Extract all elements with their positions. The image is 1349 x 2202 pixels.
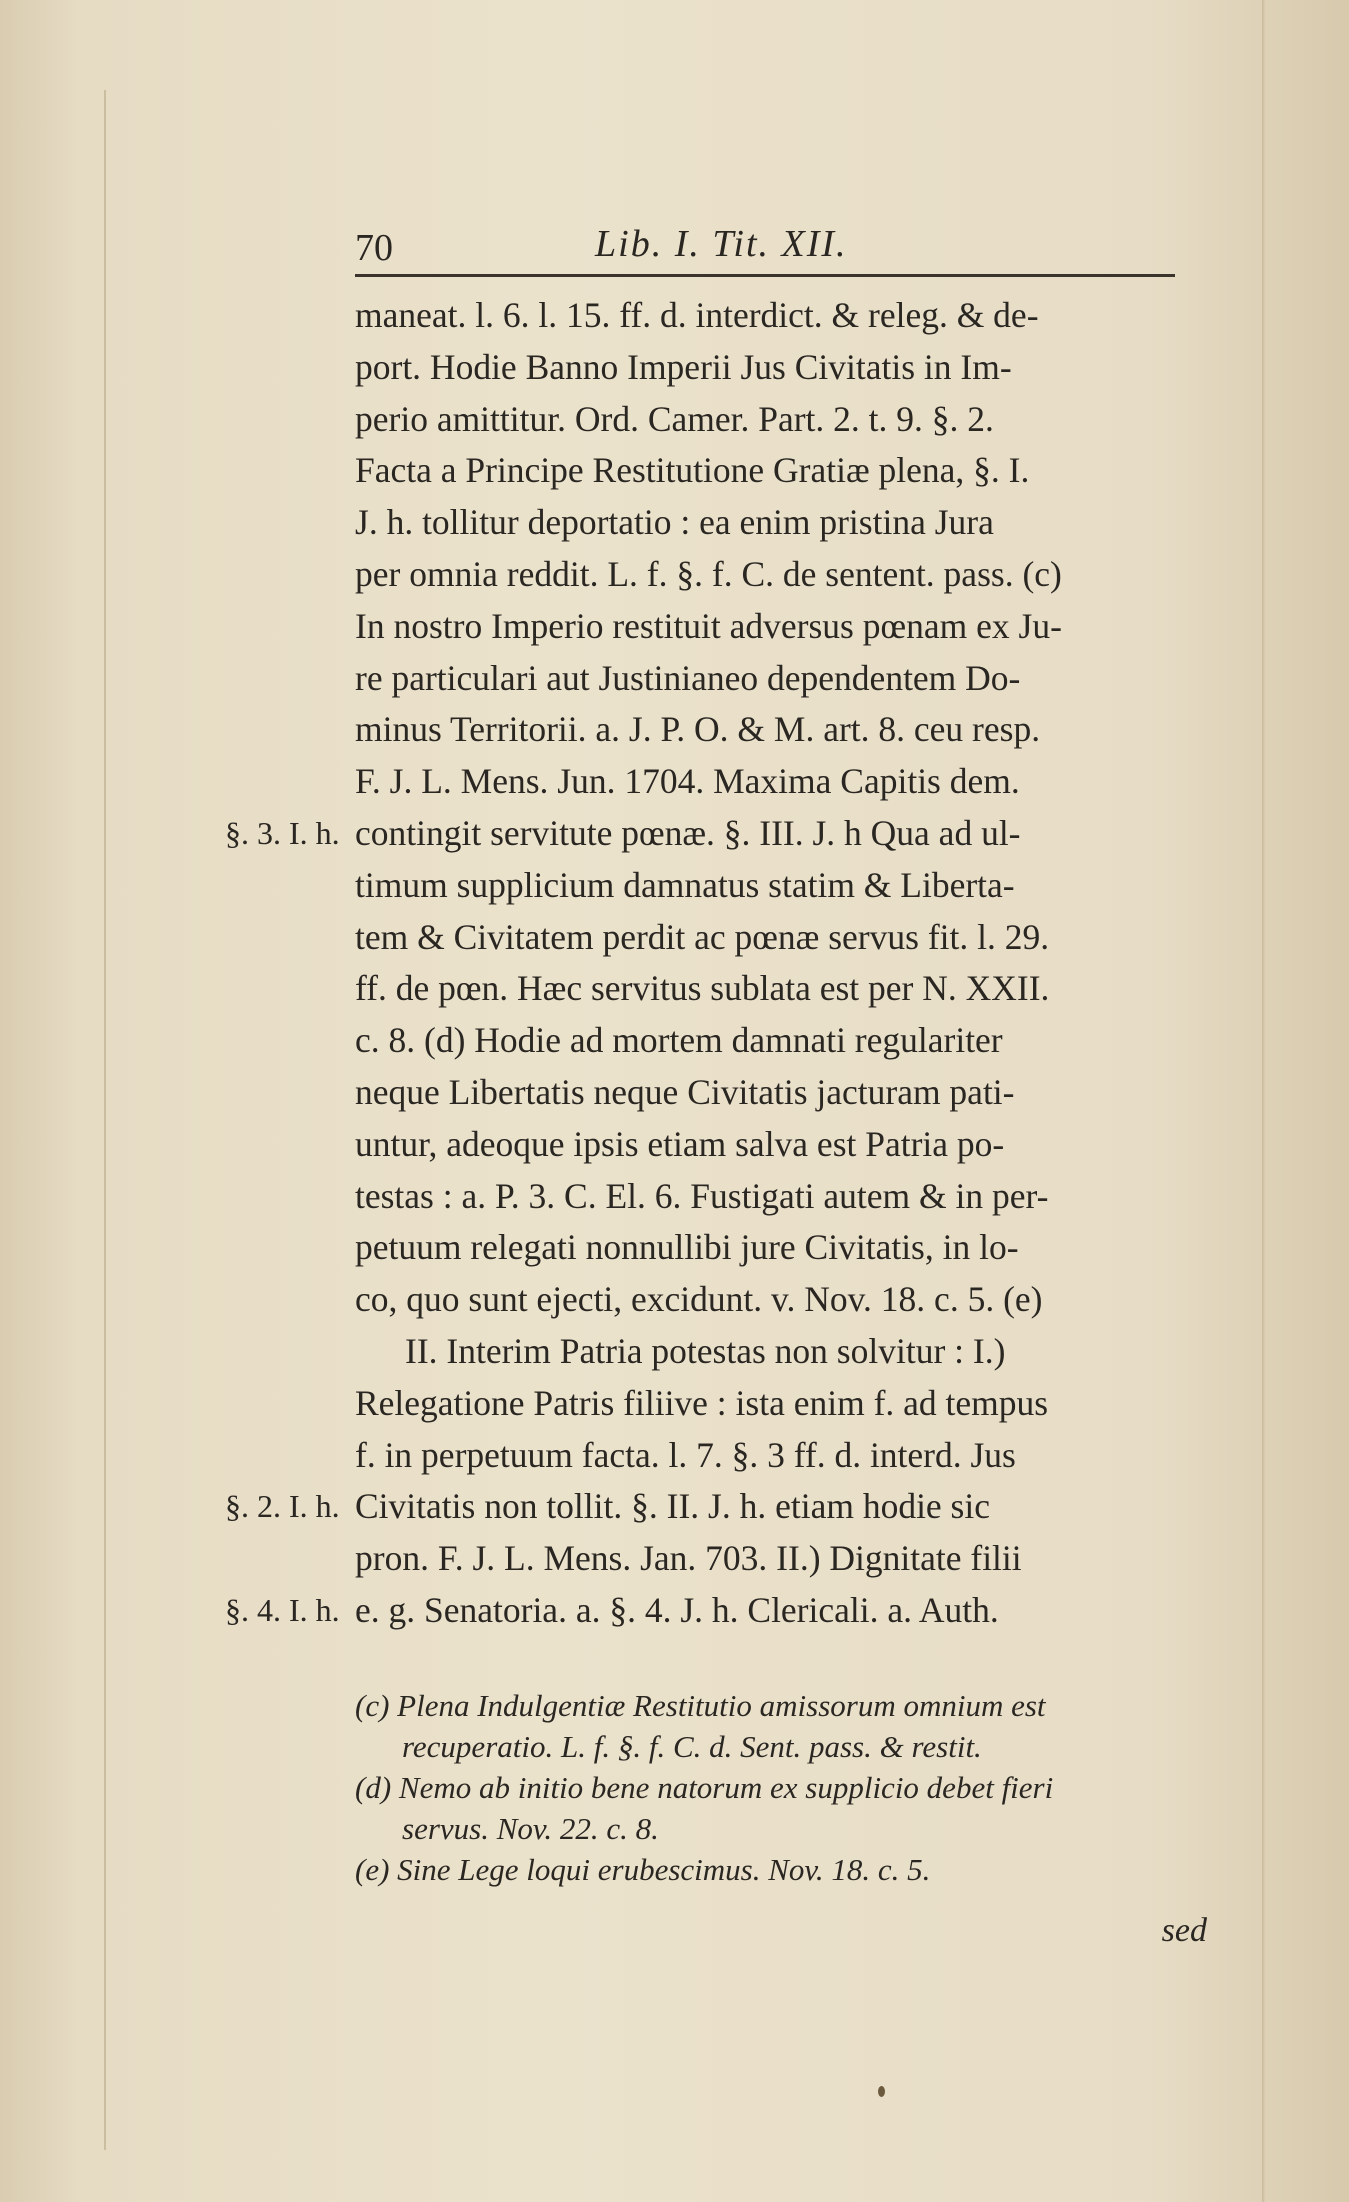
text-line [355, 1119, 1217, 1171]
margin-note: §. 4. I. h. [225, 1591, 340, 1628]
footnote-line: (d) Nemo ab initio bene natorum ex supplicio debet fieri [355, 1769, 1054, 1805]
text-line-content: Relegatione Patris filiive : ista enim f. ad tempus [355, 1382, 1049, 1423]
text-line-content: re particulari aut Justinianeo dependentem Do- [355, 657, 1021, 698]
text-line-content: tem & Civitatem perdit ac pœnæ servus fit. l. 29. [355, 916, 1050, 957]
text-line-content: neque Libertatis neque Civitatis jacturam pati- [355, 1071, 1015, 1112]
text-line [355, 1067, 1217, 1119]
text-line-content: In nostro Imperio restituit adversus pœnam ex Ju- [355, 605, 1062, 646]
text-line [355, 756, 1217, 808]
running-head: Lib. I. Tit. XII. [595, 223, 848, 265]
text-line-content: Civitatis non tollit. §. II. J. h. etiam hodie sic [355, 1486, 990, 1527]
page-content [225, 218, 1217, 1950]
footnote-line: (e) Sine Lege loqui erubescimus. Nov. 18. c. 5. [355, 1851, 931, 1887]
margin-note: §. 2. I. h. [225, 1488, 340, 1525]
text-line-content: timum supplicium damnatus statim & Liberta- [355, 864, 1015, 905]
text-line-content: c. 8. (d) Hodie ad mortem damnati regulariter [355, 1020, 1003, 1061]
text-line-content: F. J. L. Mens. Jun. 1704. Maxima Capitis dem. [355, 761, 1020, 802]
text-line [355, 1378, 1217, 1430]
text-line [355, 445, 1217, 497]
text-line-content: petuum relegati nonnullibi jure Civitatis, in lo- [355, 1227, 1019, 1268]
text-line [355, 1533, 1217, 1585]
text-line [355, 1430, 1217, 1482]
text-line [355, 549, 1217, 601]
text-line [355, 601, 1217, 653]
text-line [355, 1171, 1217, 1223]
text-line [355, 860, 1217, 912]
text-line [355, 497, 1217, 549]
header-rule [355, 274, 1175, 277]
text-line [355, 1326, 1217, 1378]
text-line-content: co, quo sunt ejecti, excidunt. v. Nov. 18. c. 5. (e) [355, 1279, 1043, 1320]
text-line [355, 1015, 1217, 1067]
text-line-content: port. Hodie Banno Imperii Jus Civitatis in Im- [355, 346, 1012, 387]
text-line [225, 1481, 1217, 1533]
margin-note: §. 3. I. h. [225, 814, 340, 851]
text-line-content: contingit servitute pœnæ. §. III. J. h Qua ad ul- [355, 812, 1021, 853]
body-text [225, 290, 1217, 1637]
text-line-content: minus Territorii. a. J. P. O. & M. art. 8. ceu resp. [355, 709, 1041, 750]
text-line-content: pron. F. J. L. Mens. Jan. 703. II.) Dignitate filii [355, 1538, 1022, 1579]
text-line-content: testas : a. P. 3. C. El. 6. Fustigati autem & in per- [355, 1175, 1049, 1216]
footnotes [355, 1685, 1217, 1890]
text-line-content: per omnia reddit. L. f. §. f. C. de sentent. pass. (c) [355, 553, 1062, 594]
page-number: 70 [355, 227, 393, 269]
text-line-content: Facta a Principe Restitutione Gratiæ plena, §. I. [355, 450, 1030, 491]
page-edge-right [1262, 0, 1265, 2202]
text-line [355, 653, 1217, 705]
text-line [355, 912, 1217, 964]
text-line [355, 963, 1217, 1015]
text-line [355, 704, 1217, 756]
text-line-content: perio amittitur. Ord. Camer. Part. 2. t. 9. §. 2. [355, 398, 994, 439]
text-line [355, 290, 1217, 342]
page-edge-left [104, 90, 106, 2150]
text-line [225, 1585, 1217, 1637]
text-line-content: e. g. Senatoria. a. §. 4. J. h. Clericali. a. Auth. [355, 1589, 999, 1630]
footnote-line: (c) Plena Indulgentiæ Restitutio amissorum omnium est [355, 1687, 1046, 1723]
text-line [355, 394, 1217, 446]
catchword: sed [1161, 1911, 1207, 1949]
page-header [355, 218, 1217, 270]
footnote-line: recuperatio. L. f. §. f. C. d. Sent. pass. & restit. [402, 1728, 982, 1764]
text-line-content: ff. de pœn. Hæc servitus sublata est per N. XXII. [355, 968, 1050, 1009]
text-line-content: maneat. l. 6. l. 15. ff. d. interdict. & releg. & de- [355, 295, 1039, 335]
footnote-line: servus. Nov. 22. c. 8. [402, 1810, 659, 1846]
ink-stain [878, 2086, 885, 2097]
text-line [355, 1222, 1217, 1274]
text-line [355, 1274, 1217, 1326]
text-line-content: J. h. tollitur deportatio : ea enim pristina Jura [355, 502, 994, 543]
text-line-content: untur, adeoque ipsis etiam salva est Patria po- [355, 1123, 1005, 1164]
text-line-content: f. in perpetuum facta. l. 7. §. 3 ff. d. interd. Jus [355, 1434, 1016, 1475]
text-line-content: II. Interim Patria potestas non solvitur : I.) [405, 1330, 1006, 1371]
text-line [355, 342, 1217, 394]
text-line [225, 808, 1217, 860]
